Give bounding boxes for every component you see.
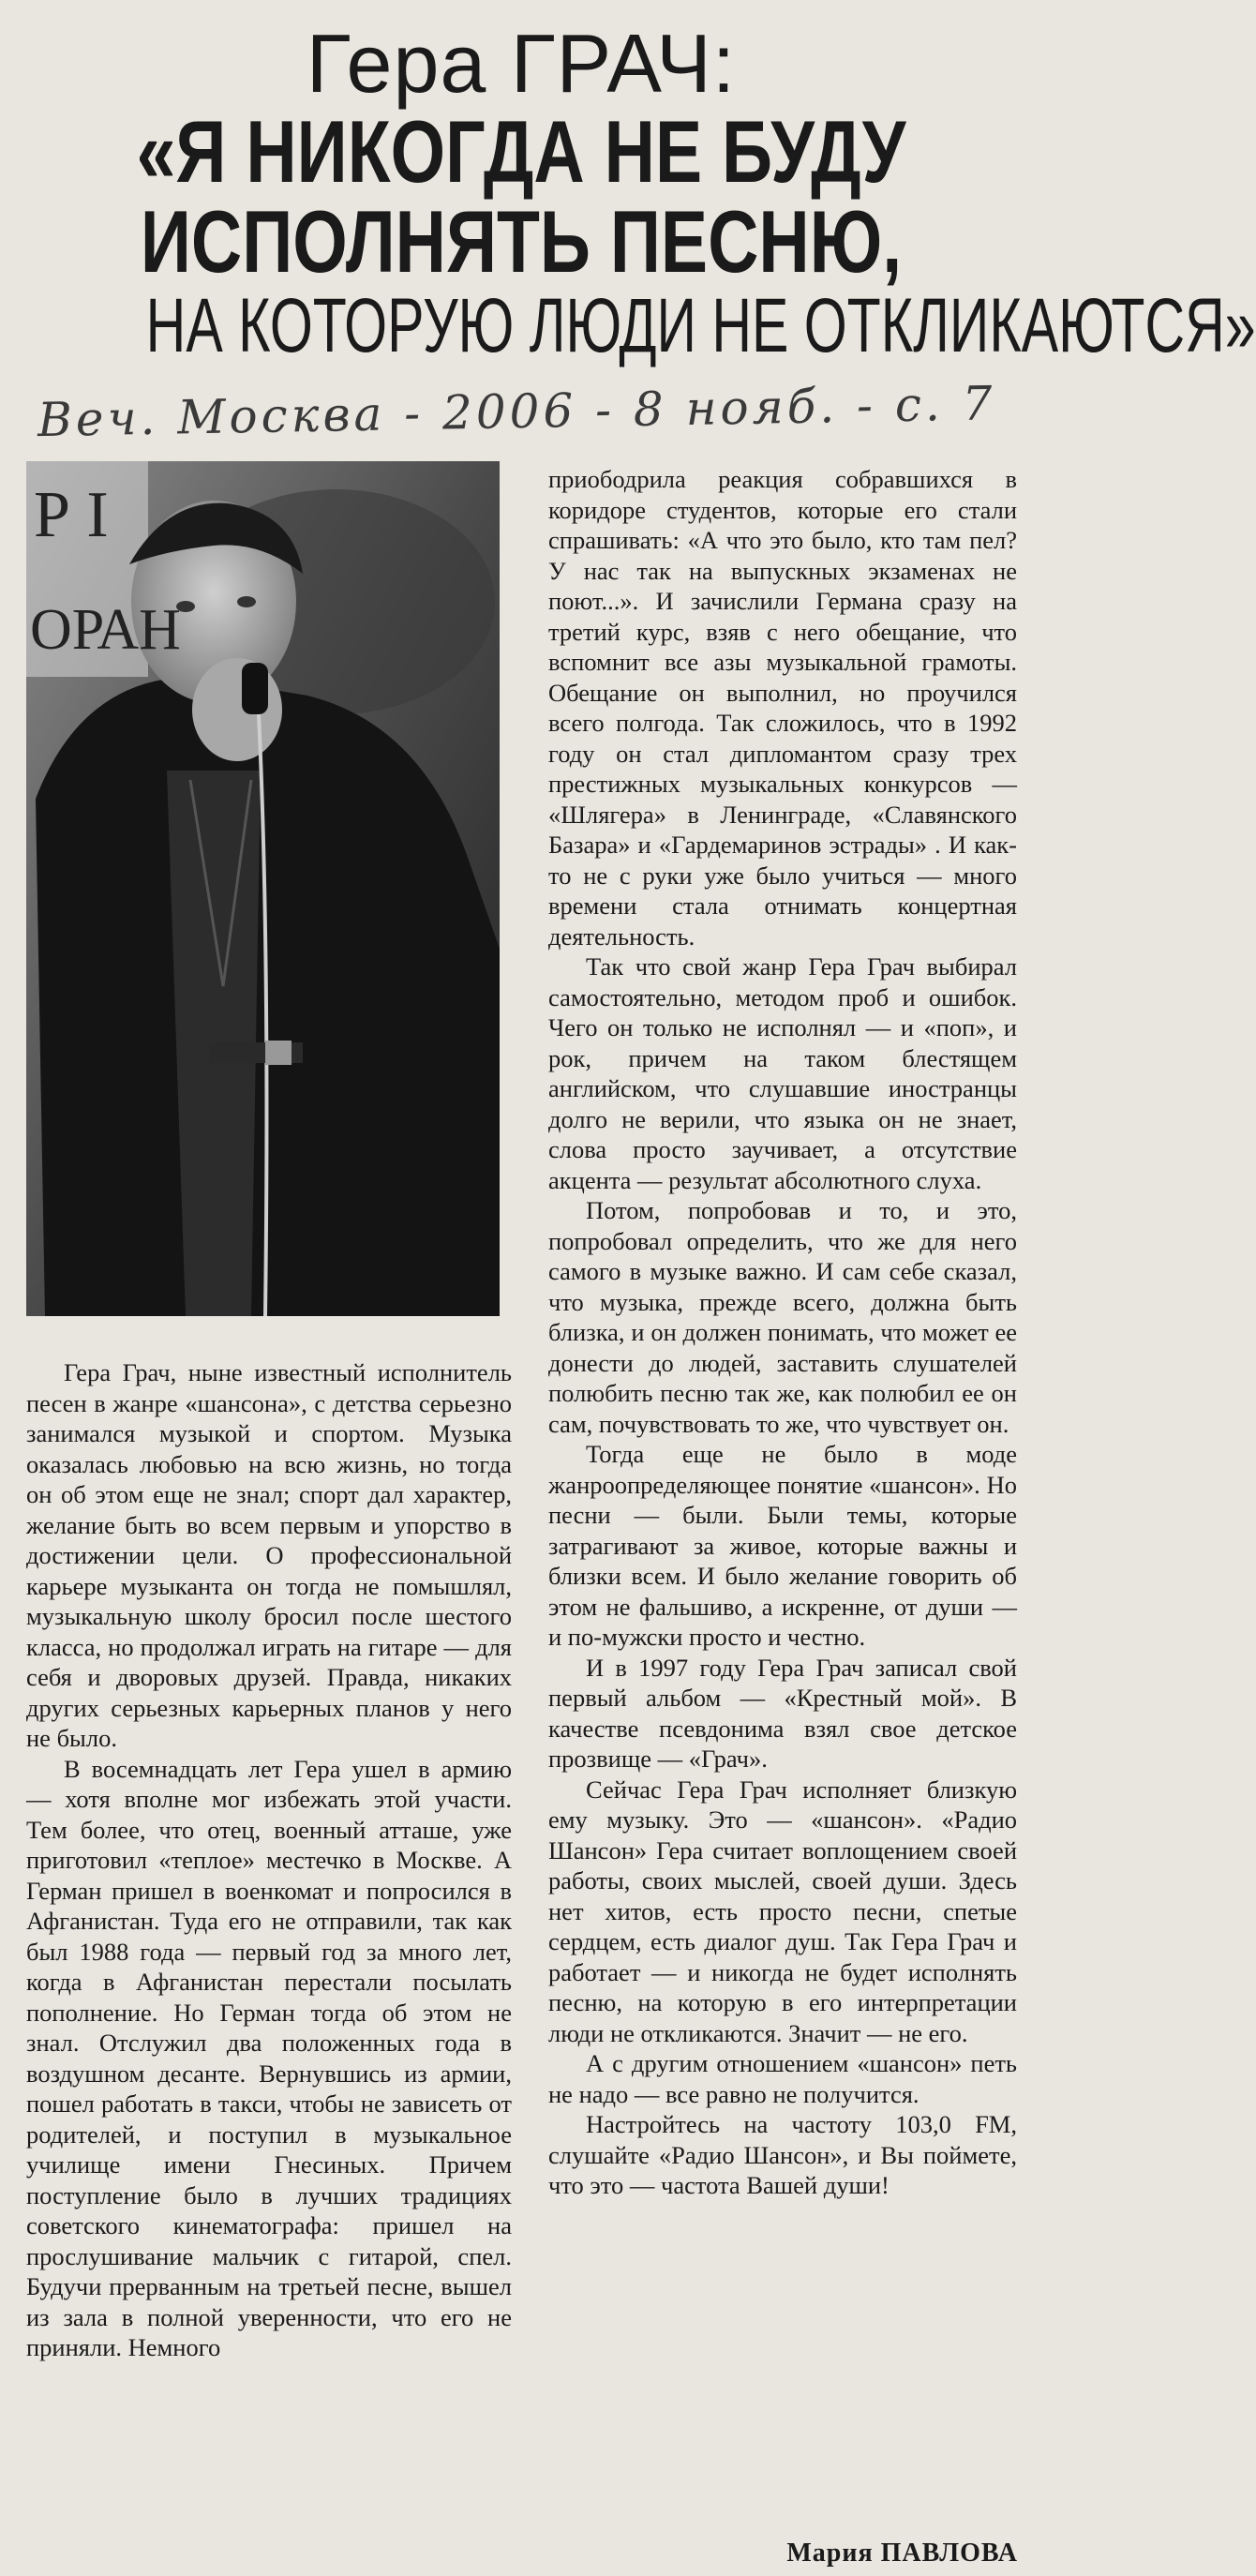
article-paragraph: А с другим отношением «шансон» петь не надо — все равно не получится. xyxy=(548,2049,1017,2108)
headline-line-4: НА КОТОРУЮ ЛЮДИ НЕ ОТКЛИКАЮТСЯ» xyxy=(145,283,1256,368)
photo-letters-top: Р I xyxy=(34,479,109,551)
article-paragraph: И в 1997 году Гера Грач записал свой первый альбом — «Крестный мой». В качестве псевдонима взял свое детское прозвище — «Грач». xyxy=(548,1653,1017,1773)
singer-photo xyxy=(26,461,500,1316)
singer-photo-image xyxy=(26,461,500,1316)
article-paragraph: Сейчас Гера Грач исполняет близкую ему музыку. Это — «шансон». «Радио Шансон» Гера считает воплощением своей работы, своих мыслей, своей души. Здесь нет хитов, есть просто песни, спетые сердцем, есть диалог душ. Так Гера Грач и работает — и никогда не будет исполнять песню, на которую в его интерпретации люди не откликаются. Значит — не его. xyxy=(548,1775,1017,2047)
article-column-right xyxy=(548,464,1017,2201)
handwritten-source-note: Веч. Москва - 2006 - 8 нояб. - с. 7 xyxy=(37,376,996,448)
article-paragraph: Настройтесь на частоту 103,0 FM, слушайте «Радио Шансон», и Вы поймете, что это — частота Вашей души! xyxy=(548,2110,1017,2199)
article-paragraph: Так что свой жанр Гера Грач выбирал самостоятельно, методом проб и ошибок. Чего он только не исполнял — и «поп», и рок, причем на таком блестящем английском, что слушавшие иностранцы долго не верили, что языка он не знает, слова просто заучивает, а отсутствие акцента — результат абсолютного слуха. xyxy=(548,952,1017,1194)
article-paragraph: Гера Грач, ныне известный исполнитель песен в жанре «шансона», с детства серьезно занимался музыкой и спортом. Музыка оказалась любовью на всю жизнь, но тогда он об этом еще не знал; спорт дал характер, желание быть во всем первым и упорство в достижении цели. О профессиональной карьере музыканта он тогда не помышлял, музыкальную школу бросил после шестого класса, но продолжал играть на гитаре — для себя и дворовых друзей. Правда, никаких других серьезных карьерных планов у него не было. xyxy=(26,1358,512,1752)
headline-line-2: «Я НИКОГДА НЕ БУДУ xyxy=(136,102,906,201)
article-column-left xyxy=(26,1357,512,2363)
article-paragraph: Потом, попробовав и то, и это, попробовал определить, что же для него самого в музыке важно. И сам себе сказал, что музыка, прежде всего, должна быть близка, и он должен понимать, что может ее донести до людей, заставить слушателей полюбить песню так же, как полюбил ее он сам, почувствовать то же, что чувствует он. xyxy=(548,1196,1017,1438)
article-paragraph: В восемнадцать лет Гера ушел в армию — хотя вполне мог избежать этой участи. Тем более, что отец, военный атташе, уже приготовил «теплое» местечко в Москве. А Герман пришел в военкомат и попросился в Афганистан. Туда его не отправили, так как был 1988 года — первый год за много лет, когда в Афганистан перестали посылать пополнение. Но Герман тогда об этом не знал. Отслужил два положенных года в воздушном десанте. Вернувшись из армии, пошел работать в такси, чтобы не зависеть от родителей, и поступил в музыкальное училище имени Гнесиных. Причем поступление было в лучших традициях советского кинематографа: пришел на прослушивание мальчик с гитарой, спел. Будучи прерванным на третьей песне, вышел из зала в полной уверенности, что его не приняли. Немного xyxy=(26,1754,512,2361)
headline-line-1: Гера ГРАЧ: xyxy=(306,17,737,110)
article-paragraph: приободрила реакция собравшихся в коридоре студентов, которые его стали спрашивать: «А что это было, кто там пел? У нас так на выпускных экзаменах не поют...». И зачислили Германа сразу на третий курс, взяв с него обещание, что вспомнит все азы музыкальной грамоты. Обещание он выполнил, но проучился всего полгода. Так сложилось, что в 1992 году он стал дипломантом сразу трех престижных музыкальных конкурсов — «Шлягера» в Ленинграде, «Славянского Базара» и «Гардемаринов эстрады» . И как-то не с руки уже было учиться — много времени стала отнимать концертная деятельность. xyxy=(548,465,1017,951)
headline-line-3: ИСПОЛНЯТЬ ПЕСНЮ, xyxy=(140,192,903,291)
article-paragraph: Тогда еще не было в моде жанроопределяющее понятие «шансон». Но песни — были. Были темы, которые затрагивают за живое, которые важны и близки всем. И было желание говорить об этом не фальшиво, а искренне, от души — и по-мужски просто и честно. xyxy=(548,1440,1017,1651)
author-byline: Мария ПАВЛОВА xyxy=(786,2539,1018,2568)
headline xyxy=(0,0,1256,368)
photo-letters-bottom: ОРАН xyxy=(30,598,181,662)
